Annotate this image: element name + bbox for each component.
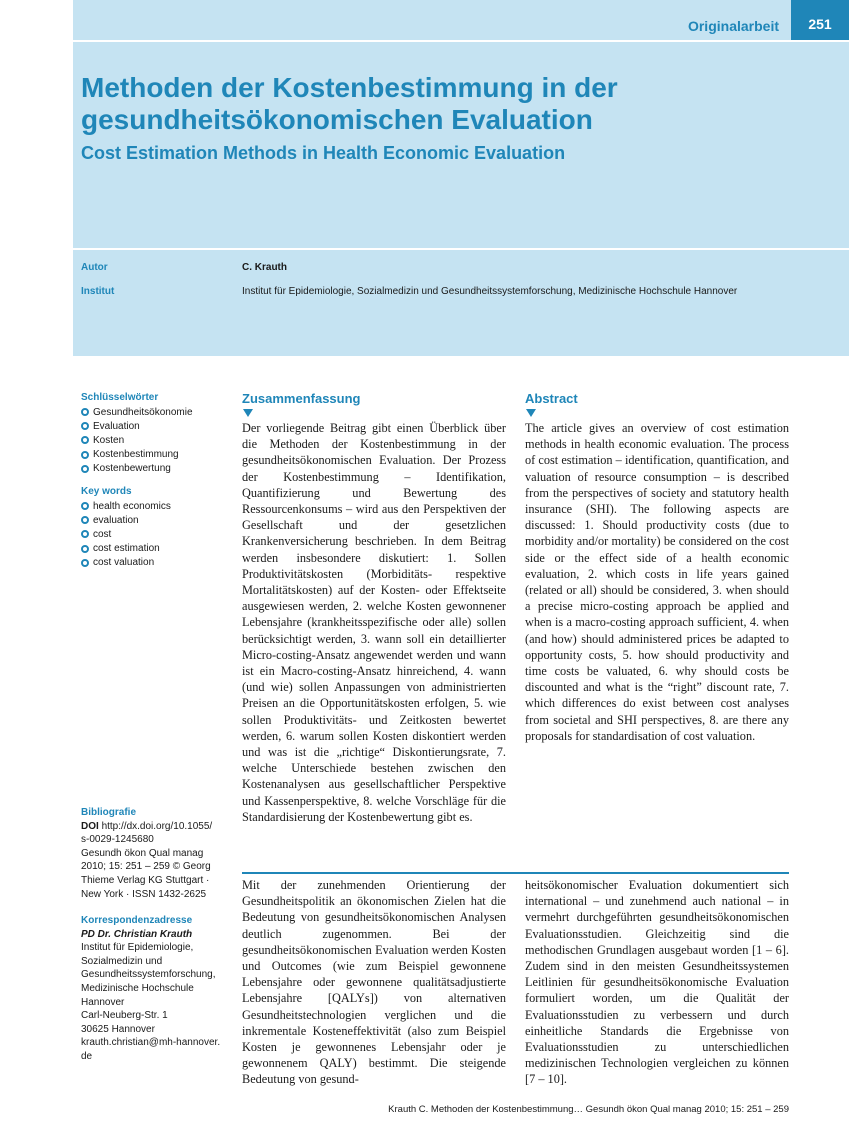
doi-label: DOI	[81, 820, 99, 832]
bullet-ring-icon	[81, 559, 89, 567]
bullet-ring-icon	[81, 516, 89, 524]
address-line: Institut für Epidemiologie,	[81, 942, 194, 954]
keyword-item: evaluation	[81, 513, 229, 527]
citation-line: New York · ISSN 1432-2625	[81, 888, 207, 900]
correspondence-name: PD Dr. Christian Krauth	[81, 928, 193, 940]
address-line: 30625 Hannover	[81, 1023, 155, 1035]
author-label: Autor	[81, 262, 108, 273]
bullet-ring-icon	[81, 530, 89, 538]
keyword-item: cost estimation	[81, 542, 229, 556]
correspondence-heading: Korrespondenzadresse	[81, 915, 193, 926]
bibliography-heading: Bibliografie	[81, 807, 137, 818]
section-label: Originalarbeit	[687, 18, 779, 34]
keyword-item: Gesundheitsökonomie	[81, 405, 229, 419]
institute-label: Institut	[81, 286, 115, 297]
bullet-ring-icon	[81, 422, 89, 430]
doi-line	[81, 820, 229, 834]
doi-line-2[interactable]: s-0029-1245680	[81, 834, 154, 846]
page-footer: Krauth C. Methoden der Kostenbestimmung… Gesundh ökon Qual manag 2010; 15: 251 – 259	[388, 1104, 789, 1115]
abstract-heading: Abstract	[525, 391, 578, 406]
triangle-down-icon	[526, 409, 536, 417]
abstract-section	[525, 391, 789, 744]
address-line: Carl-Neuberg-Str. 1	[81, 1010, 168, 1022]
keywords-en-heading: Key words	[81, 485, 132, 497]
keyword-item: Kostenbewertung	[81, 462, 229, 476]
bullet-ring-icon	[81, 436, 89, 444]
keywords-en-list	[81, 499, 229, 570]
address-line: Medizinische Hochschule	[81, 982, 194, 994]
email-link-end[interactable]: de	[81, 1050, 93, 1062]
body-column-left: Mit der zunehmenden Orientierung der Gesundheitspolitik an ökonomischen Zielen hat die Bedeutung von gesundheitsökonomischen Analysen deutlich zugenommen. Bei der gesundheitsökonomischen Evaluation werden Kosten und Outcomes (wie zum Beispiel gewonnene Lebensjahre oder gewonnene qualitätsadjustierte Lebensjahre [QALYs]) von alternativen Gesundheitstechnologien verglichen und die inkrementale Kosteneffektivität (also zum Beispiel Kosten je gewonnenes Lebensjahr oder je gewonnenem QALY) bestimmt. Die steigende Bedeutung von gesund-	[242, 878, 506, 1087]
citation-line: Thieme Verlag KG Stuttgart ·	[81, 874, 210, 886]
bullet-ring-icon	[81, 408, 89, 416]
author-name: C. Krauth	[242, 262, 287, 273]
keyword-item: Kosten	[81, 433, 229, 447]
meta-band	[73, 250, 849, 356]
doi-link[interactable]: http://dx.doi.org/10.1055/	[101, 820, 213, 832]
page-number: 251	[791, 0, 849, 40]
keyword-item: cost	[81, 527, 229, 541]
article-title-german: Methoden der Kostenbestimmung in der gesundheitsökonomischen Evaluation	[81, 72, 618, 135]
keyword-item: cost valuation	[81, 556, 229, 570]
zusammenfassung-heading: Zusammenfassung	[242, 391, 361, 406]
keywords-de-heading: Schlüsselwörter	[81, 392, 159, 403]
address-line: Hannover	[81, 996, 125, 1008]
bullet-ring-icon	[81, 502, 89, 510]
citation-line: Gesundh ökon Qual manag	[81, 847, 204, 859]
body-divider	[242, 872, 789, 874]
bibliography-block	[81, 806, 229, 901]
bullet-ring-icon	[81, 545, 89, 553]
bullet-ring-icon	[81, 451, 89, 459]
triangle-down-icon	[243, 409, 253, 417]
keywords-sidebar	[81, 392, 229, 580]
abstract-text: The article gives an overview of cost estimation methods in health economic evaluation. The process of cost estimation – identification, quantification, and valuation of resource consumption – is described from the perspectives of society and statutory health insurance (SHI). The following aspects are discussed: 1. Should productivity costs (due to morbidity and/or mortality) be considered on the cost side or the effect side of a health economic evaluation, 2. which costs in life years gained (related or all) should be considered, 3. when should a precise micro-costing approach be applied and when is a macro-costing approach sufficient, 4. when (and how) should administered prices be adapted to opportunity costs, 5. how should productivity and time costs be valuated, 6. why should costs be discounted and what is the “right” discount rate, 7. which differences do exist between cost analyses from societal and SHI perspectives, 8. are there any proposals for standardisation of cost valuation.	[525, 421, 789, 743]
zusammenfassung-section	[242, 391, 506, 825]
keyword-item: Evaluation	[81, 419, 229, 433]
bullet-ring-icon	[81, 465, 89, 473]
address-line: Sozialmedizin und	[81, 955, 163, 967]
address-line: Gesundheitssystemforschung,	[81, 969, 216, 981]
email-link[interactable]: krauth.christian@mh-hannover.	[81, 1037, 221, 1049]
keywords-de-list	[81, 405, 229, 476]
keyword-item: Kostenbestimmung	[81, 448, 229, 462]
zusammenfassung-text: Der vorliegende Beitrag gibt einen Überblick über die Methoden der Kostenbestimmung in der gesundheitsökonomischen Evaluation. Der Prozess der Kostenbestimmung – Identifikation, Quantifizierung und Bewertung des Ressourcenkonsums – wird aus den Perspektiven der Gesellschaft und der gesetzlichen Krankenversicherung beschrieben. In dem Beitrag werden insbesondere diskutiert: 1. Sollen Produktivitätskosten (Morbiditäts- respektive Mortalitätskosten) auf der Kosten- oder Effektseite ausgewiesen werden, 2. welche Kosten gewonnener Lebensjahre (krankheitsspezifische oder alle) sollen berücksichtigt werden, 3. wann soll ein detaillierter Micro-costing-Ansatz angewendet werden und wann ist ein Macro-costing-Ansatz hinreichend, 4. wann (und wie) sollen Anpassungen von administrierten Preisen an die Opportunitätskosten erfolgen, 5. wie sollen Produktivitäts- und Zeitkosten bewertet werden, 6. warum sollen Kosten diskontiert werden und was ist die „richtige“ Diskontierungsrate, 7. welche Unterschiede bestehen zwischen den Kostenanalysen aus gesellschaftlicher Perspektive und Kassenperspektive, 8. welche Vorschläge für die Standardisierung der Kostenbewertung gibt es.	[242, 421, 506, 824]
keyword-item: health economics	[81, 499, 229, 513]
article-title-english: Cost Estimation Methods in Health Economic Evaluation	[81, 143, 566, 163]
body-column-right: heitsökonomischer Evaluation dokumentiert sich international – und zunehmend auch national – in vermehrt durchgeführten gesundheitsökonomischen Evaluationsstudien. Gleichzeitig sind die methodischen Grundlagen ausgebaut worden [1 – 6]. Zudem sind in den meisten Gesundheitssystemen Leitlinien für gesundheitsökonomische Evaluation formuliert worden, um die Qualität der Evaluationsstudien zu verbessern und durch einheitliche Standards die Ergebnisse von Evaluationsstudien zu unterschiedlichen medizinischen Technologien vergleichen zu können [7 – 10].	[525, 878, 789, 1087]
correspondence-block	[81, 914, 229, 1064]
institute-name: Institut für Epidemiologie, Sozialmedizin und Gesundheitssystemforschung, Medizinische Hochschule Hannover	[242, 286, 738, 297]
citation-line: 2010; 15: 251 – 259 © Georg	[81, 861, 211, 873]
